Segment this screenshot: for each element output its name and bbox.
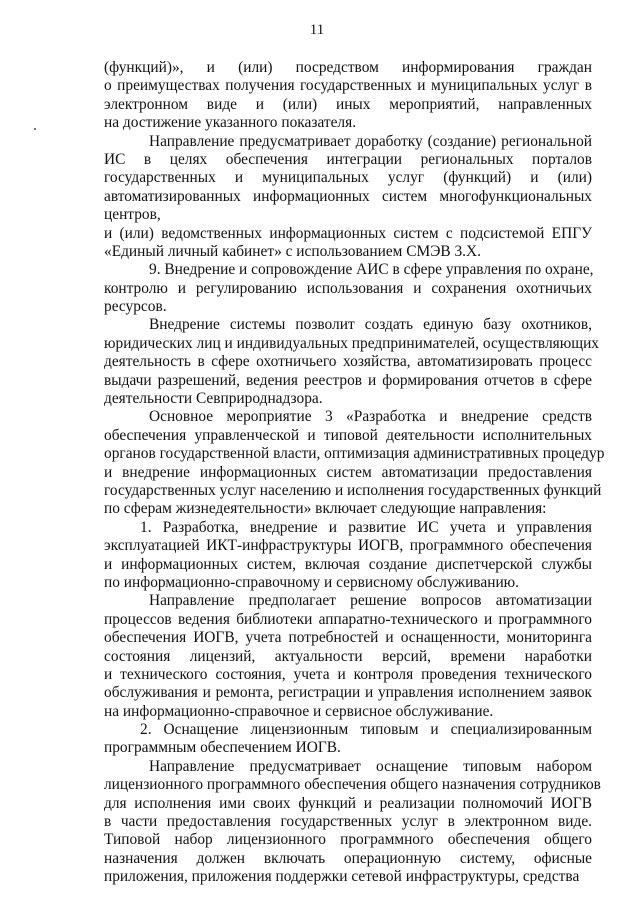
text-line: 1. Разработка, внедрение и развитие ИС учета и управления (140, 518, 592, 536)
text-line: и информационных систем, включая создание диспетчерской службы (104, 555, 592, 573)
text-line: Внедрение системы позволит создать единую базу охотников, (149, 316, 592, 334)
text-line: государственных и муниципальных услуг (функций) и (или) (104, 169, 592, 187)
text-line: приложения, приложения поддержки сетевой инфраструктуры, средства (104, 868, 580, 886)
text-line: 2. Оснащение лицензионным типовым и специализированным (140, 721, 592, 739)
text-line: в части предоставления государственных услуг в электронном виде. (104, 813, 592, 831)
page-number: 11 (309, 22, 325, 38)
text-line: обеспечения управленческой и типовой деятельности исполнительных (104, 426, 592, 444)
text-line: о преимуществах получения государственных и муниципальных услуг в (104, 77, 592, 95)
paragraph (104, 59, 592, 133)
paragraph (104, 592, 592, 721)
text-line: «Единый личный кабинет» с использованием СМЭВ 3.Х. (104, 242, 481, 260)
text-line: Основное мероприятие 3 «Разработка и внедрение средств (149, 408, 592, 426)
paragraph (104, 519, 592, 593)
text-line: программным обеспечением ИОГВ. (104, 739, 341, 757)
text-line: на достижение указанного показателя. (104, 114, 357, 132)
text-line: электронном виде и (или) иных мероприятий, направленных (104, 95, 592, 113)
text-line: ИС в целях обеспечения интеграции региональных порталов (104, 150, 592, 168)
text-line: центров, (104, 206, 161, 224)
text-line: Направление предусматривает доработку (создание) региональной (149, 132, 592, 150)
text-line: деятельности Севприроднадзора. (104, 390, 323, 408)
paragraph (104, 316, 600, 408)
text-line: назначения должен включать операционную систему, офисные (104, 849, 592, 867)
text-line: по информационно-справочному и сервисному обслуживанию. (104, 573, 520, 591)
text-line: 9. Внедрение и сопровождение АИС в сфере управления по охране, (149, 261, 594, 279)
text-line: на информационно-справочное и сервисное обслуживание. (104, 702, 494, 720)
text-line: и (или) ведомственных информационных систем с подсистемой ЕПГУ (104, 224, 592, 242)
paragraph (104, 408, 605, 518)
text-line: для исполнения ими своих функций и реализации полномочий ИОГВ (104, 794, 592, 812)
text-line: состояния лицензий, актуальности версий, времени наработки (104, 647, 592, 665)
scan-mark (34, 128, 36, 130)
text-line: и внедрение информационных систем автоматизации предоставления (104, 463, 592, 481)
text-line: Типовой набор лицензионного программного обеспечения общего (104, 831, 592, 849)
text-line: и технического состояния, учета и контроля проведения технического (104, 665, 592, 683)
text-line: лицензионного программного обеспечения общего назначения сотрудников (104, 776, 601, 794)
text-line: Направление предусматривает оснащение типовым набором (149, 757, 592, 775)
text-line: органов государственной власти, оптимизация административных процедур (104, 445, 605, 463)
text-line: процессов ведения библиотеки аппаратно-технического и программного (104, 610, 592, 628)
text-line: автоматизированных информационных систем многофункциональных (104, 187, 592, 205)
text-line: деятельность в сфере охотничьего хозяйства, автоматизировать процесс (104, 353, 592, 371)
text-line: юридических лиц и индивидуальных предпринимателей, осуществляющих (104, 334, 600, 352)
text-line: эксплуатацией ИКТ-инфраструктуры ИОГВ, программного обеспечения (104, 537, 592, 555)
body-text (104, 59, 605, 887)
paragraph (104, 225, 592, 262)
paragraph (104, 757, 601, 887)
paragraph (104, 133, 592, 225)
text-line: (функций)», и (или) посредством информирования граждан (104, 59, 592, 76)
text-line: государственных услуг населению и исполнения государственных функций (104, 481, 602, 499)
text-line: обеспечения ИОГВ, учета потребностей и оснащенности, мониторинга (104, 629, 592, 647)
text-line: по сферам жизнедеятельности» включает следующие направления: (104, 500, 547, 518)
text-line: обслуживания и ремонта, регистрации и управления исполнением заявок (104, 684, 592, 702)
text-line: ресурсов. (104, 298, 167, 316)
text-line: Направление предполагает решение вопросов автоматизации (149, 592, 592, 610)
paragraph (104, 721, 592, 758)
text-line: контролю и регулированию использования и сохранения охотничьих (104, 279, 592, 297)
paragraph (104, 261, 592, 316)
text-line: выдачи разрешений, ведения реестров и формирования отчетов в сфере (104, 371, 592, 389)
